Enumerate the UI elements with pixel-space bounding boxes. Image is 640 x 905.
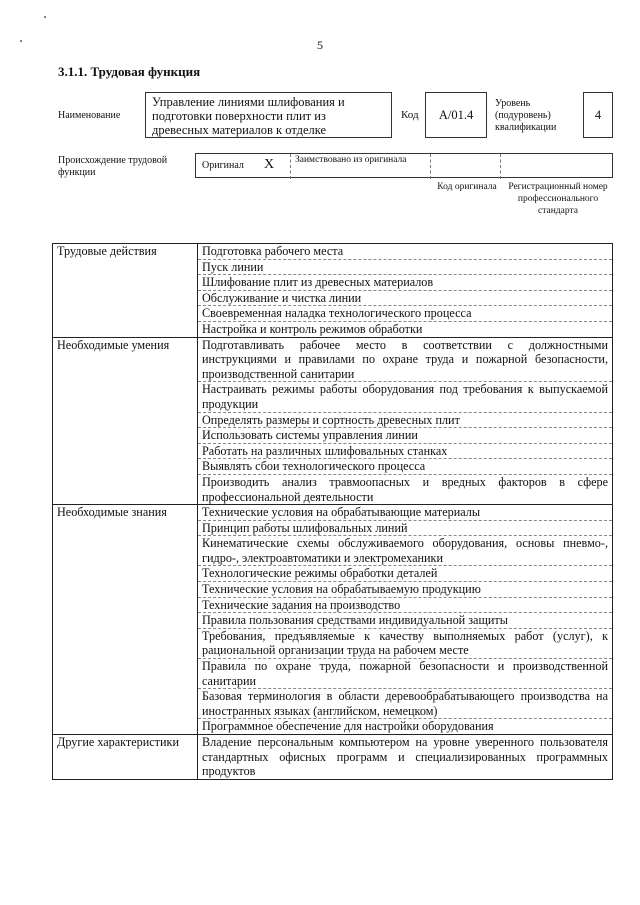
item-cell: Технические условия на обрабатывающие материалы	[198, 505, 613, 521]
item-cell: Настраивать режимы работы оборудования под требования к выпускаемой продукции	[198, 382, 613, 412]
item-cell: Подготавливать рабочее место в соответствии с должностными инструкциями и правилами по охране труда и пожарной безопасности, производственной санитарии	[198, 337, 613, 382]
item-cell: Выявлять сбои технологического процесса	[198, 459, 613, 475]
level-label: Уровень (подуровень) квалификации	[495, 98, 557, 133]
item-cell: Своевременная наладка технологического процесса	[198, 306, 613, 322]
category-cell: Трудовые действия	[53, 244, 198, 338]
table-row	[53, 505, 613, 521]
function-code: A/01.4	[425, 92, 487, 138]
function-name: Управление линиями шлифования и подготовки поверхности плит из древесных материалов к отделке	[145, 92, 392, 138]
item-cell: Работать на различных шлифовальных станках	[198, 443, 613, 459]
item-cell: Программное обеспечение для настройки оборудования	[198, 719, 613, 735]
item-cell: Владение персональным компьютером на уровне уверенного пользователя стандартных офисных программ и специализированных программных продуктов	[198, 735, 613, 780]
table-row	[53, 244, 613, 260]
item-cell: Производить анализ травмоопасных и вредных факторов в сфере профессиональной деятельности	[198, 474, 613, 504]
item-cell: Шлифование плит из древесных материалов	[198, 275, 613, 291]
item-cell: Определять размеры и сортность древесных плит	[198, 412, 613, 428]
borrowed-label: Заимствовано из оригинала	[295, 155, 407, 165]
category-cell: Другие характеристики	[53, 735, 198, 780]
item-cell: Принцип работы шлифовальных линий	[198, 520, 613, 536]
name-label: Наименование	[58, 110, 121, 121]
item-cell: Кинематические схемы обслуживаемого оборудования, основы пневмо-, гидро-, электроавтоматики и электромеханики	[198, 536, 613, 566]
scan-speck	[44, 16, 46, 18]
item-cell: Пуск линии	[198, 259, 613, 275]
item-cell: Правила по охране труда, пожарной безопасности и производственной санитарии	[198, 659, 613, 689]
original-mark: X	[264, 157, 275, 172]
competence-table	[52, 243, 613, 780]
section-title: 3.1.1. Трудовая функция	[58, 64, 201, 79]
page-number: 5	[317, 38, 323, 52]
item-cell: Обслуживание и чистка линии	[198, 290, 613, 306]
item-cell: Использовать системы управления линии	[198, 428, 613, 444]
item-cell: Подготовка рабочего места	[198, 244, 613, 260]
table-row	[53, 735, 613, 780]
code-label: Код	[401, 109, 419, 121]
item-cell: Правила пользования средствами индивидуальной защиты	[198, 613, 613, 629]
code-original-caption: Код оригинала	[437, 182, 497, 192]
category-cell: Необходимые знания	[53, 505, 198, 735]
category-cell: Необходимые умения	[53, 337, 198, 505]
item-cell: Технические задания на производство	[198, 597, 613, 613]
item-cell: Технологические режимы обработки деталей	[198, 566, 613, 582]
origin-row	[195, 153, 613, 178]
table-row	[53, 337, 613, 382]
original-label: Оригинал	[202, 160, 244, 171]
item-cell: Технические условия на обрабатываемую продукцию	[198, 582, 613, 598]
item-cell: Требования, предъявляемые к качеству выполняемых работ (услуг), к рациональной организации труда на рабочем месте	[198, 628, 613, 658]
item-cell: Базовая терминология в области деревообрабатывающего производства на иностранных языках (английском, немецком)	[198, 689, 613, 719]
reg-number-caption: Регистрационный номер профессионального стандарта	[508, 182, 608, 216]
qualification-level: 4	[583, 92, 613, 138]
origin-label: Происхождение трудовой функции	[58, 155, 168, 178]
item-cell: Настройка и контроль режимов обработки	[198, 321, 613, 337]
